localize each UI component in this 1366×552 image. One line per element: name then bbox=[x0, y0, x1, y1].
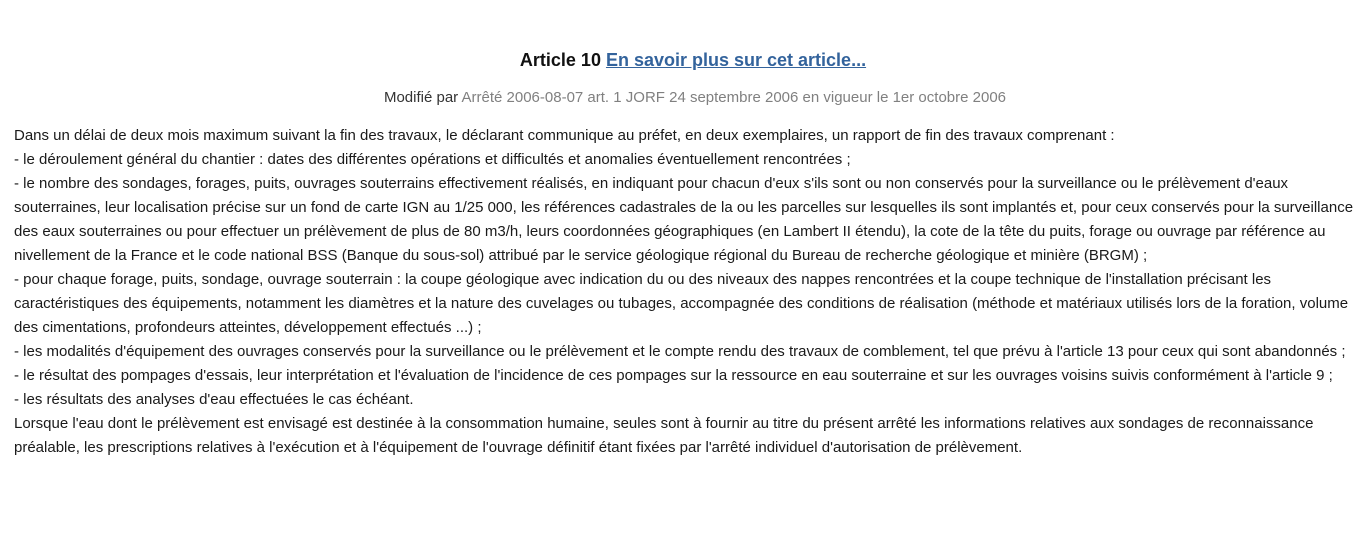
body-paragraph: - les résultats des analyses d'eau effectuées le cas échéant. bbox=[14, 391, 414, 408]
body-paragraph: - pour chaque forage, puits, sondage, ouvrage souterrain : la coupe géologique avec indication du ou des niveaux des nappes rencontrées et la coupe technique de l'installation précisant les caractéristiques des équipements, notamment les diamètres et la nature des cuvelages ou tubages, accompagnée des conditions de réalisation (méthode et matériaux utilisés lors de la foration, volume des cimentations, profondeurs atteintes, développement effectués ...) ; bbox=[14, 271, 1349, 336]
article-body bbox=[14, 124, 1358, 460]
article-title: Article 10 bbox=[519, 50, 601, 70]
article-header bbox=[0, 48, 1366, 72]
body-paragraph: - le déroulement général du chantier : dates des différentes opérations et difficultés et anomalies éventuellement rencontrées ; bbox=[14, 151, 851, 168]
body-paragraph: - le résultat des pompages d'essais, leur interprétation et l'évaluation de l'incidence de ces pompages sur la ressource en eau souterraine et sur les ouvrages voisins suivis conformément à l'article 9 ; bbox=[14, 367, 1333, 384]
body-paragraph: Dans un délai de deux mois maximum suivant la fin des travaux, le déclarant communique au préfet, en deux exemplaires, un rapport de fin des travaux comprenant : bbox=[14, 127, 1115, 144]
body-paragraph: Lorsque l'eau dont le prélèvement est envisagé est destinée à la consommation humaine, seules sont à fournir au titre du présent arrêté les informations relatives aux sondages de reconnaissance préalable, les prescriptions relatives à l'exécution et à l'équipement de l'ouvrage définitif étant fixées par l'arrêté individuel d'autorisation de prélèvement. bbox=[14, 415, 1314, 456]
modified-by-line bbox=[0, 88, 1366, 108]
body-paragraph: - les modalités d'équipement des ouvrages conservés pour la surveillance ou le prélèvement et le compte rendu des travaux de comblement, tel que prévu à l'article 13 pour ceux qui sont abandonnés ; bbox=[14, 343, 1346, 360]
learn-more-link[interactable]: En savoir plus sur cet article... bbox=[605, 50, 867, 70]
modified-by-label: Modifié par bbox=[383, 89, 459, 106]
body-paragraph: - le nombre des sondages, forages, puits, ouvrages souterrains effectivement réalisés, en indiquant pour chacun d'eux s'ils sont ou non conservés pour la surveillance ou le prélèvement d'eaux souterraines, leur localisation précise sur un fond de carte IGN au 1/25 000, les références cadastrales de la ou les parcelles sur lesquelles ils sont implantés et, pour ceux conservés pour la surveillance des eaux souterraines ou pour effectuer un prélèvement de plus de 80 m3/h, leurs coordonnées géographiques (en Lambert II étendu), la cote de la tête du puits, forage ou ouvrage par référence au nivellement de la France et le code national BSS (Banque du sous-sol) attribué par le service géologique régional du Bureau de recherche géologique et minière (BRGM) ; bbox=[14, 175, 1354, 264]
modified-by-reference: Arrêté 2006-08-07 art. 1 JORF 24 septembre 2006 en vigueur le 1er octobre 2006 bbox=[461, 89, 1007, 106]
